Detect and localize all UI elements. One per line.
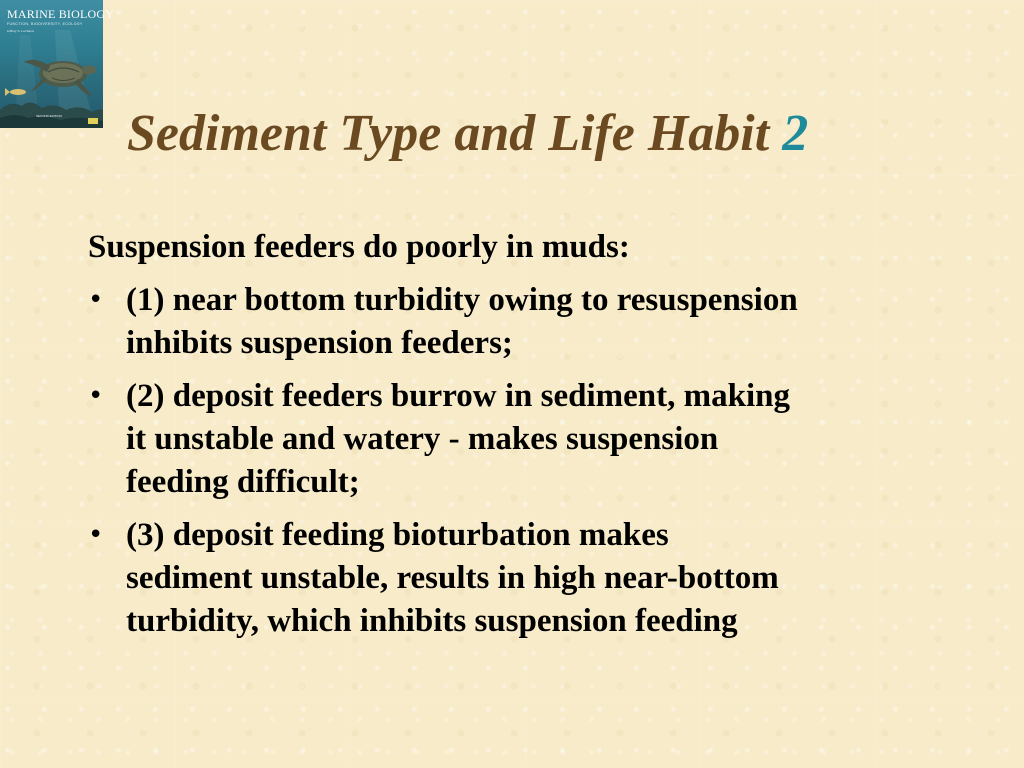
bullet-line: feeding difficult; — [126, 464, 360, 500]
bullet-item-3 — [88, 514, 968, 643]
bullet-line: it unstable and watery - makes suspension — [126, 421, 719, 457]
slide-body — [88, 226, 968, 653]
book-cover-image — [0, 0, 115, 128]
slide-title-number: 2 — [782, 105, 809, 162]
slide-title-text: Sediment Type and Life Habit — [127, 105, 770, 162]
bullet-icon: • — [88, 381, 104, 411]
bullet-line: turbidity, which inhibits suspension feeding — [126, 603, 738, 639]
cover-edition: SECOND EDITION — [36, 114, 62, 118]
cover-subtitle: FUNCTION, BIODIVERSITY, ECOLOGY — [7, 22, 83, 26]
bullet-icon: • — [88, 285, 104, 315]
bullet-line: inhibits suspension feeders; — [126, 325, 513, 361]
bullet-icon: • — [88, 520, 104, 550]
bullet-list — [88, 279, 968, 643]
cover-author: Jeffrey S. Levinton — [7, 29, 34, 33]
bullet-item-2 — [88, 375, 968, 504]
slide-title — [127, 102, 808, 166]
bullet-line: sediment unstable, results in high near-bottom — [126, 560, 779, 596]
bullet-line: (2) deposit feeders burrow in sediment, making — [126, 378, 790, 414]
bullet-line: (1) near bottom turbidity owing to resuspension — [126, 282, 798, 318]
bullet-line: (3) deposit feeding bioturbation makes — [126, 517, 669, 553]
bullet-item-1 — [88, 279, 968, 365]
lead-text: Suspension feeders do poorly in muds: — [88, 229, 630, 265]
cover-title: MARINE BIOLOGY — [7, 7, 115, 21]
